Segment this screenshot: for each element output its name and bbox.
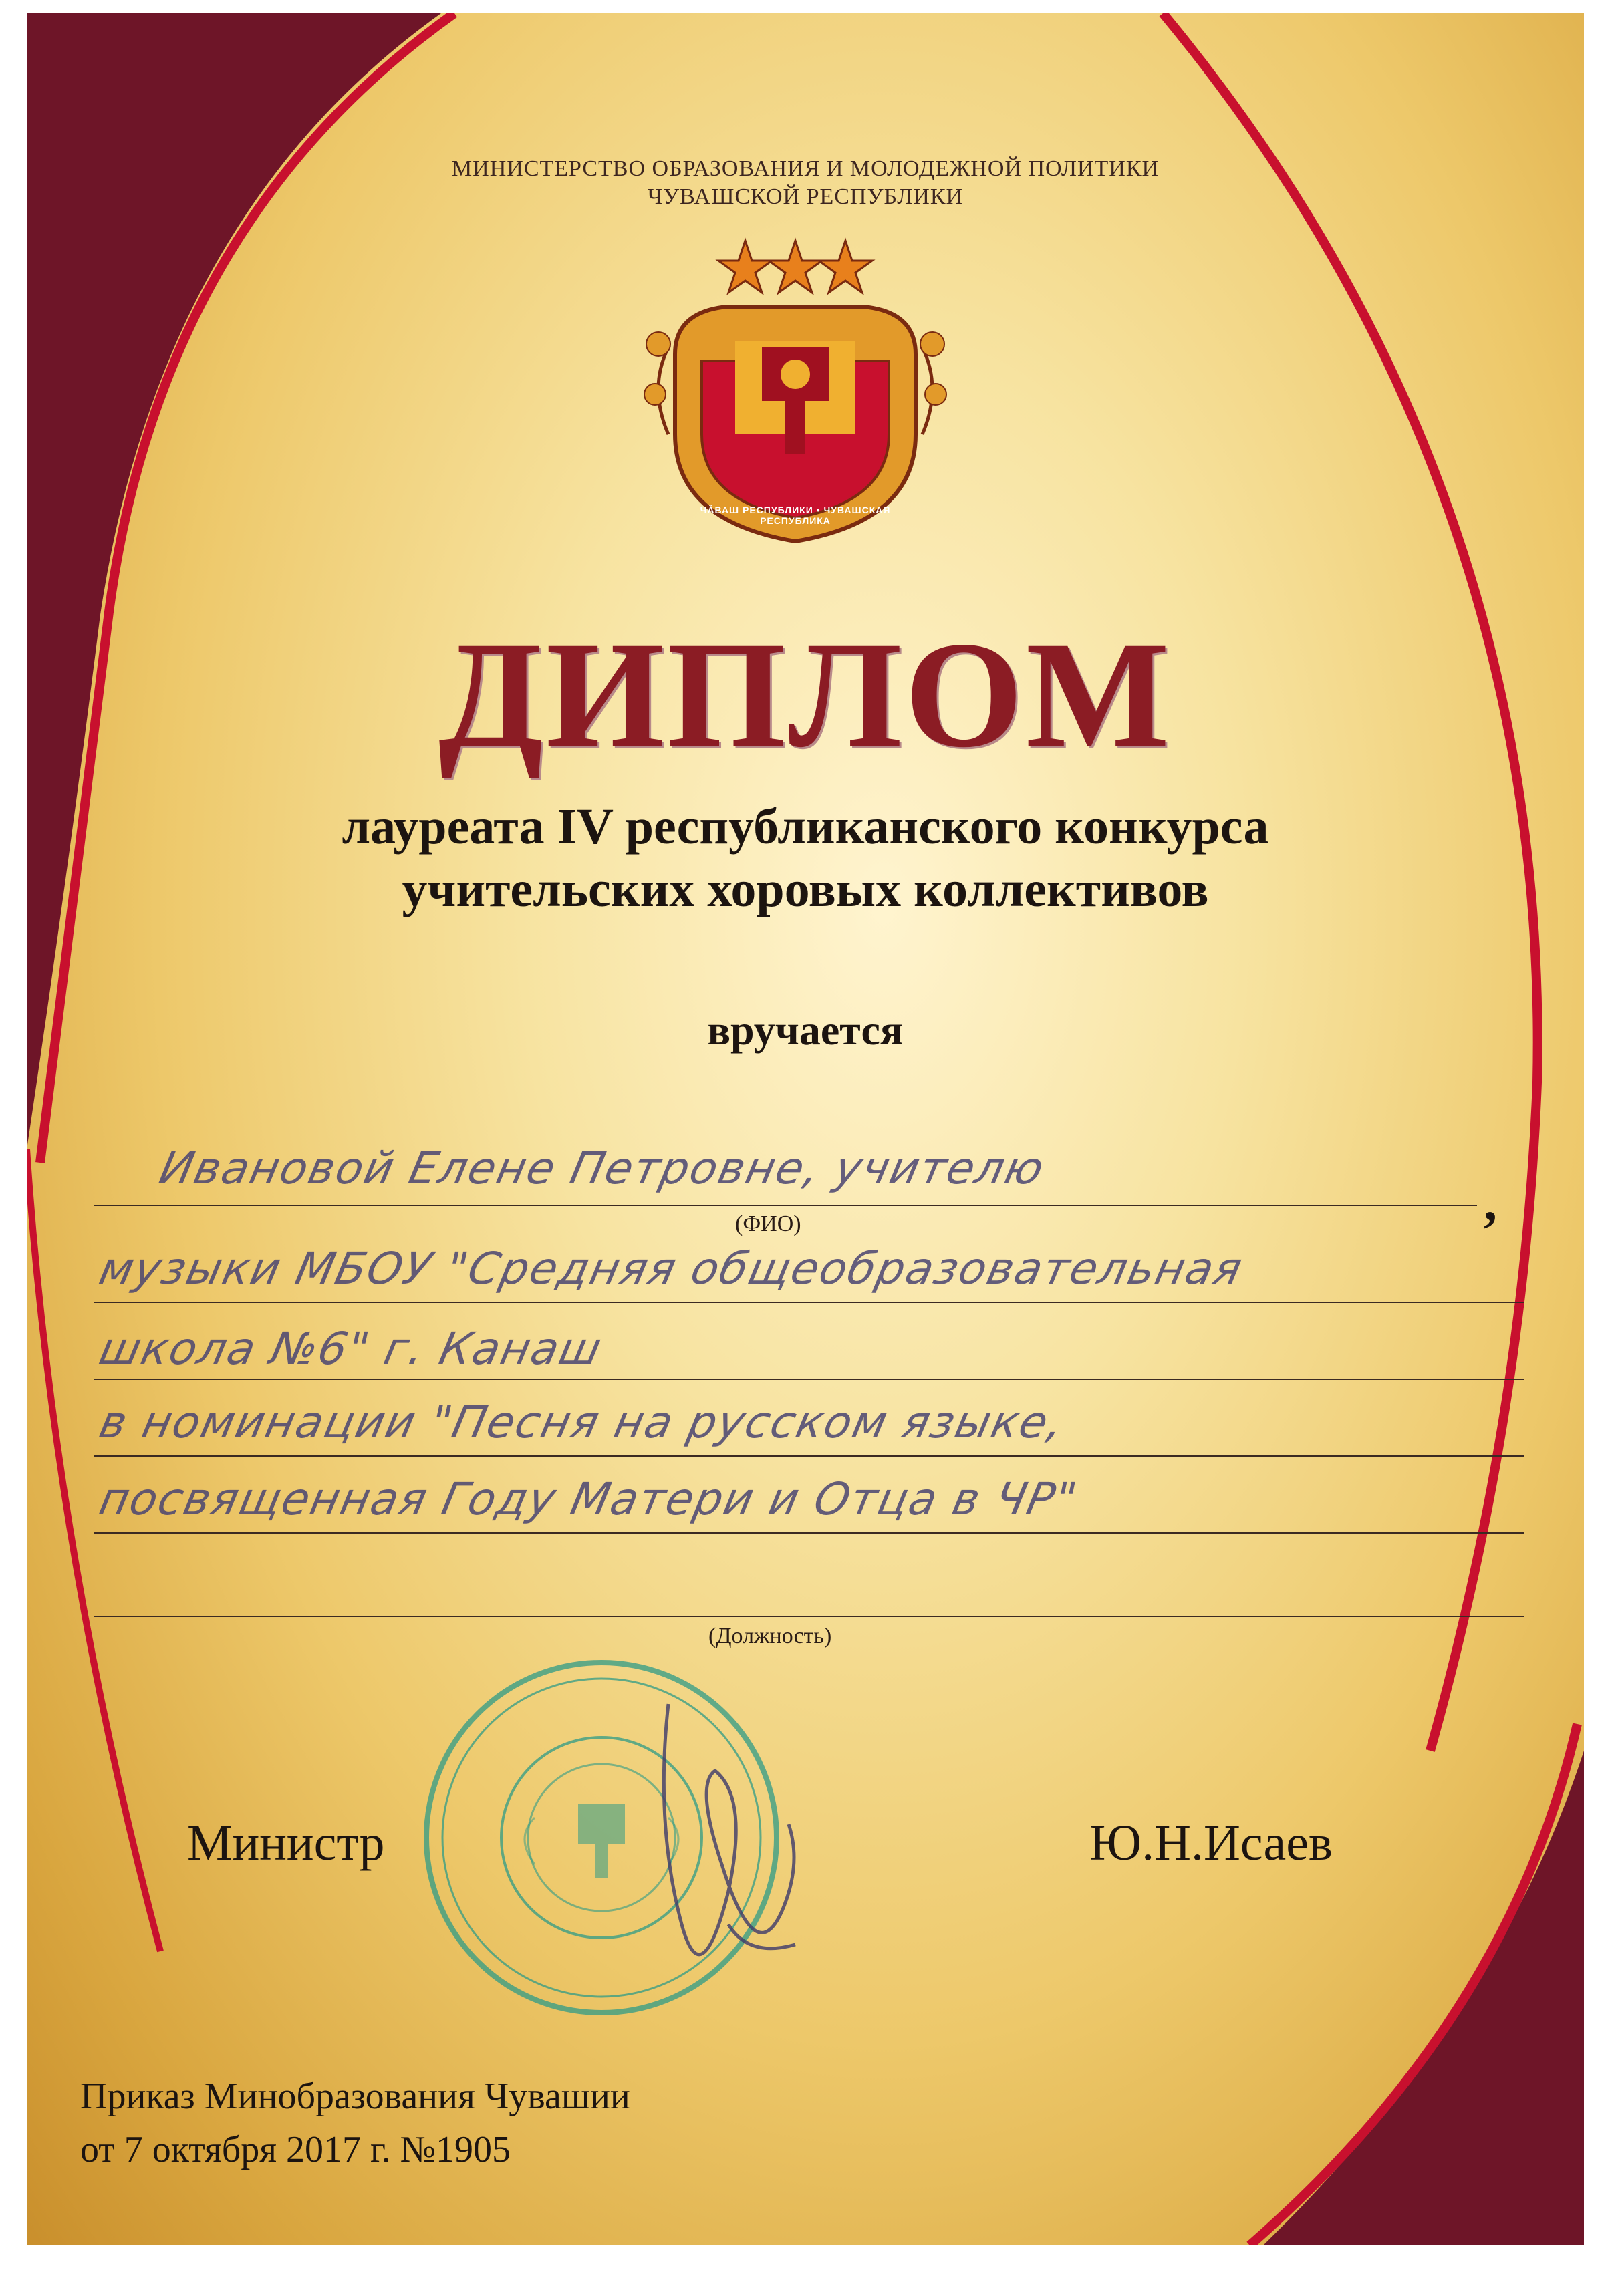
ministry-line-1: МИНИСТЕРСТВО ОБРАЗОВАНИЯ И МОЛОДЕЖНОЙ ПОЛИТИКИ: [451, 156, 1160, 181]
subtitle-line-2: учительских хоровых коллективов: [402, 861, 1209, 917]
recipient-line-2: музыки МБОУ "Средняя общеобразовательная: [94, 1243, 1248, 1294]
diploma-sheet: [27, 13, 1584, 2245]
diploma-subtitle: [27, 795, 1584, 921]
awarded-label: вручается: [707, 1006, 904, 1054]
minister-title: Министр: [187, 1815, 385, 1871]
position-caption: (Должность): [708, 1624, 832, 1648]
recipient-line-5: посвященная Году Матери и Отца в ЧР": [94, 1473, 1083, 1525]
line-3: [94, 1379, 1524, 1380]
diploma-title: ДИПЛОМ: [438, 611, 1172, 779]
order-line-2: от 7 октября 2017 г. №1905: [80, 2129, 511, 2170]
handwritten-signature: [628, 1691, 829, 2011]
recipient-line-3: школа №6" г. Канаш: [94, 1323, 608, 1375]
minister-name: Ю.Н.Исаев: [1089, 1815, 1333, 1871]
recipient-name: Ивановой Елене Петровне, учителю: [154, 1143, 1050, 1194]
emblem-ring-text: ЧĂВАШ РЕСПУБЛИКИ • ЧУВАШСКАЯ РЕСПУБЛИКА: [700, 505, 891, 526]
order-line-1: Приказ Минобразования Чувашии: [80, 2075, 630, 2117]
chuvash-emblem: [628, 234, 962, 548]
fio-caption: (ФИО): [735, 1211, 801, 1236]
ministry-line-2: ЧУВАШСКОЙ РЕСПУБЛИКИ: [647, 184, 964, 209]
recipient-line-4: в номинации "Песня на русском языке,: [94, 1397, 1069, 1448]
comma-mark: ,: [1484, 1173, 1497, 1232]
line-4: [94, 1455, 1524, 1457]
subtitle-line-1: лауреата IV республиканского конкурса: [342, 799, 1269, 855]
line-1: [94, 1205, 1477, 1206]
ministry-header: [27, 155, 1584, 211]
line-2: [94, 1302, 1524, 1303]
line-6: [94, 1616, 1524, 1617]
emblem-stars: [718, 241, 872, 293]
line-5: [94, 1532, 1524, 1534]
